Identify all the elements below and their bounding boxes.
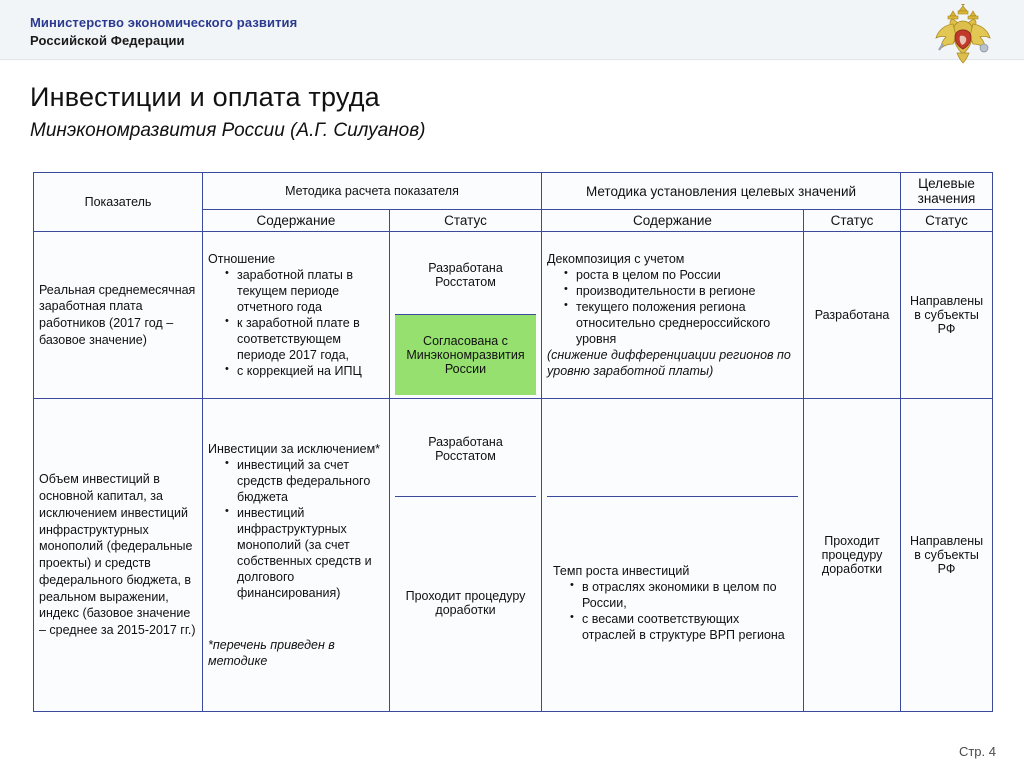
- target-lead-1: Декомпозиция с учетом: [547, 252, 685, 267]
- target-method-content-cell-1: [542, 232, 804, 399]
- table-row: [34, 232, 993, 399]
- col-group-target-method: Методика установления целевых значений: [542, 173, 901, 210]
- calc-bullets-2: [208, 457, 384, 601]
- organization-line-2: Российской Федерации: [30, 32, 185, 48]
- col-header-calc-content: Содержание: [203, 210, 390, 232]
- status-badge: Разработана Росстатом: [395, 235, 536, 315]
- list-item: • с коррекцией на ИПЦ: [225, 363, 384, 379]
- list-item: • текущего положения региона относительно среднероссийского уровня: [564, 299, 798, 347]
- indicators-table-wrapper: [33, 172, 992, 712]
- list-item: • инвестиций за счет средств федерального бюджета: [225, 457, 384, 505]
- table-head: [34, 173, 993, 232]
- organization-line-1: Министерство экономического развития: [30, 15, 298, 30]
- table-header-row-1: [34, 173, 993, 210]
- target-content-spacer-2: [547, 402, 798, 497]
- list-item: • заработной платы в текущем периоде отчетного года: [225, 267, 384, 315]
- table-row: [34, 399, 993, 712]
- target-values-status-cell-2: [901, 399, 993, 712]
- target-content-body-2: [547, 497, 798, 708]
- table-body: [34, 232, 993, 712]
- target-lead-2: Темп роста инвестиций: [553, 563, 690, 578]
- indicator-name-text-1: Реальная среднемесячная заработная плата работников (2017 год – базовое значение): [39, 282, 196, 347]
- page-subtitle: Минэкономразвития России (А.Г. Силуанов): [30, 120, 426, 141]
- target-method-status-cell-1: [804, 232, 901, 399]
- calc-status-cell-2: [390, 399, 542, 712]
- status-badge: Направлены в субъекты РФ: [909, 294, 984, 337]
- col-group-calc-method: Методика расчета показателя: [203, 173, 542, 210]
- header-band: [0, 0, 1024, 60]
- calc-bullets-1: [208, 267, 384, 379]
- target-note-1: (снижение дифференциации регионов по уровню заработной платы): [547, 348, 791, 379]
- calc-status-cell-1: [390, 232, 542, 399]
- indicators-table: [33, 172, 993, 712]
- target-values-status-cell-1: [901, 232, 993, 399]
- target-method-status-cell-2: [804, 399, 901, 712]
- list-item: • в отраслях экономики в целом по России,: [570, 579, 792, 611]
- col-header-target-status: Статус: [804, 210, 901, 232]
- target-bullets-2: [553, 579, 792, 643]
- calc-note-2: *перечень приведен в методике: [208, 638, 335, 669]
- status-badge: Направлены в субъекты РФ: [909, 534, 984, 577]
- list-item: • с весами соответствующих отраслей в структуре ВРП региона: [570, 611, 792, 643]
- calc-content-cell-2: [203, 399, 390, 712]
- page-number: Стр. 4: [958, 744, 996, 759]
- list-item: • инвестиций инфраструктурных монополий (за счет собственных средств и долгового финансирования): [225, 505, 384, 601]
- calc-content-cell-1: [203, 232, 390, 399]
- col-header-values-status: Статус: [901, 210, 993, 232]
- page-title: Инвестиции и оплата труда: [30, 82, 380, 112]
- target-method-content-cell-2: [542, 399, 804, 712]
- col-header-indicator: Показатель: [34, 173, 203, 232]
- target-bullets-1: [547, 267, 798, 347]
- status-badge: Разработана Росстатом: [395, 402, 536, 497]
- indicator-name-cell-2: [34, 399, 203, 712]
- indicator-name-cell-1: [34, 232, 203, 399]
- status-badge: Разработана: [814, 308, 890, 323]
- organization-title: [30, 14, 297, 49]
- status-badge: Проходит процедуру доработки: [395, 497, 536, 708]
- indicator-name-text-2: Объем инвестиций в основной капитал, за исключением инвестиций инфраструктурных монополий (федеральные проекты) и средств федерального бюджета, в реальном выражении, индекс (базовое значение – среднее за 2015-2017 гг.): [39, 472, 196, 638]
- col-header-calc-status: Статус: [390, 210, 542, 232]
- status-badge: Согласована с Минэкономразвития России: [395, 315, 536, 395]
- status-badge: Проходит процедуру доработки: [821, 534, 883, 577]
- list-item: • производительности в регионе: [564, 283, 798, 299]
- calc-lead-2: Инвестиции за исключением*: [208, 442, 381, 457]
- list-item: • роста в целом по России: [564, 267, 798, 283]
- col-header-target-content: Содержание: [542, 210, 804, 232]
- list-item: • к заработной плате в соответствующем периоде 2017 года,: [225, 315, 384, 363]
- col-group-target-values: Целевые значения: [901, 173, 993, 210]
- calc-lead-1: Отношение: [208, 252, 276, 267]
- russian-coat-of-arms-icon: [930, 4, 996, 70]
